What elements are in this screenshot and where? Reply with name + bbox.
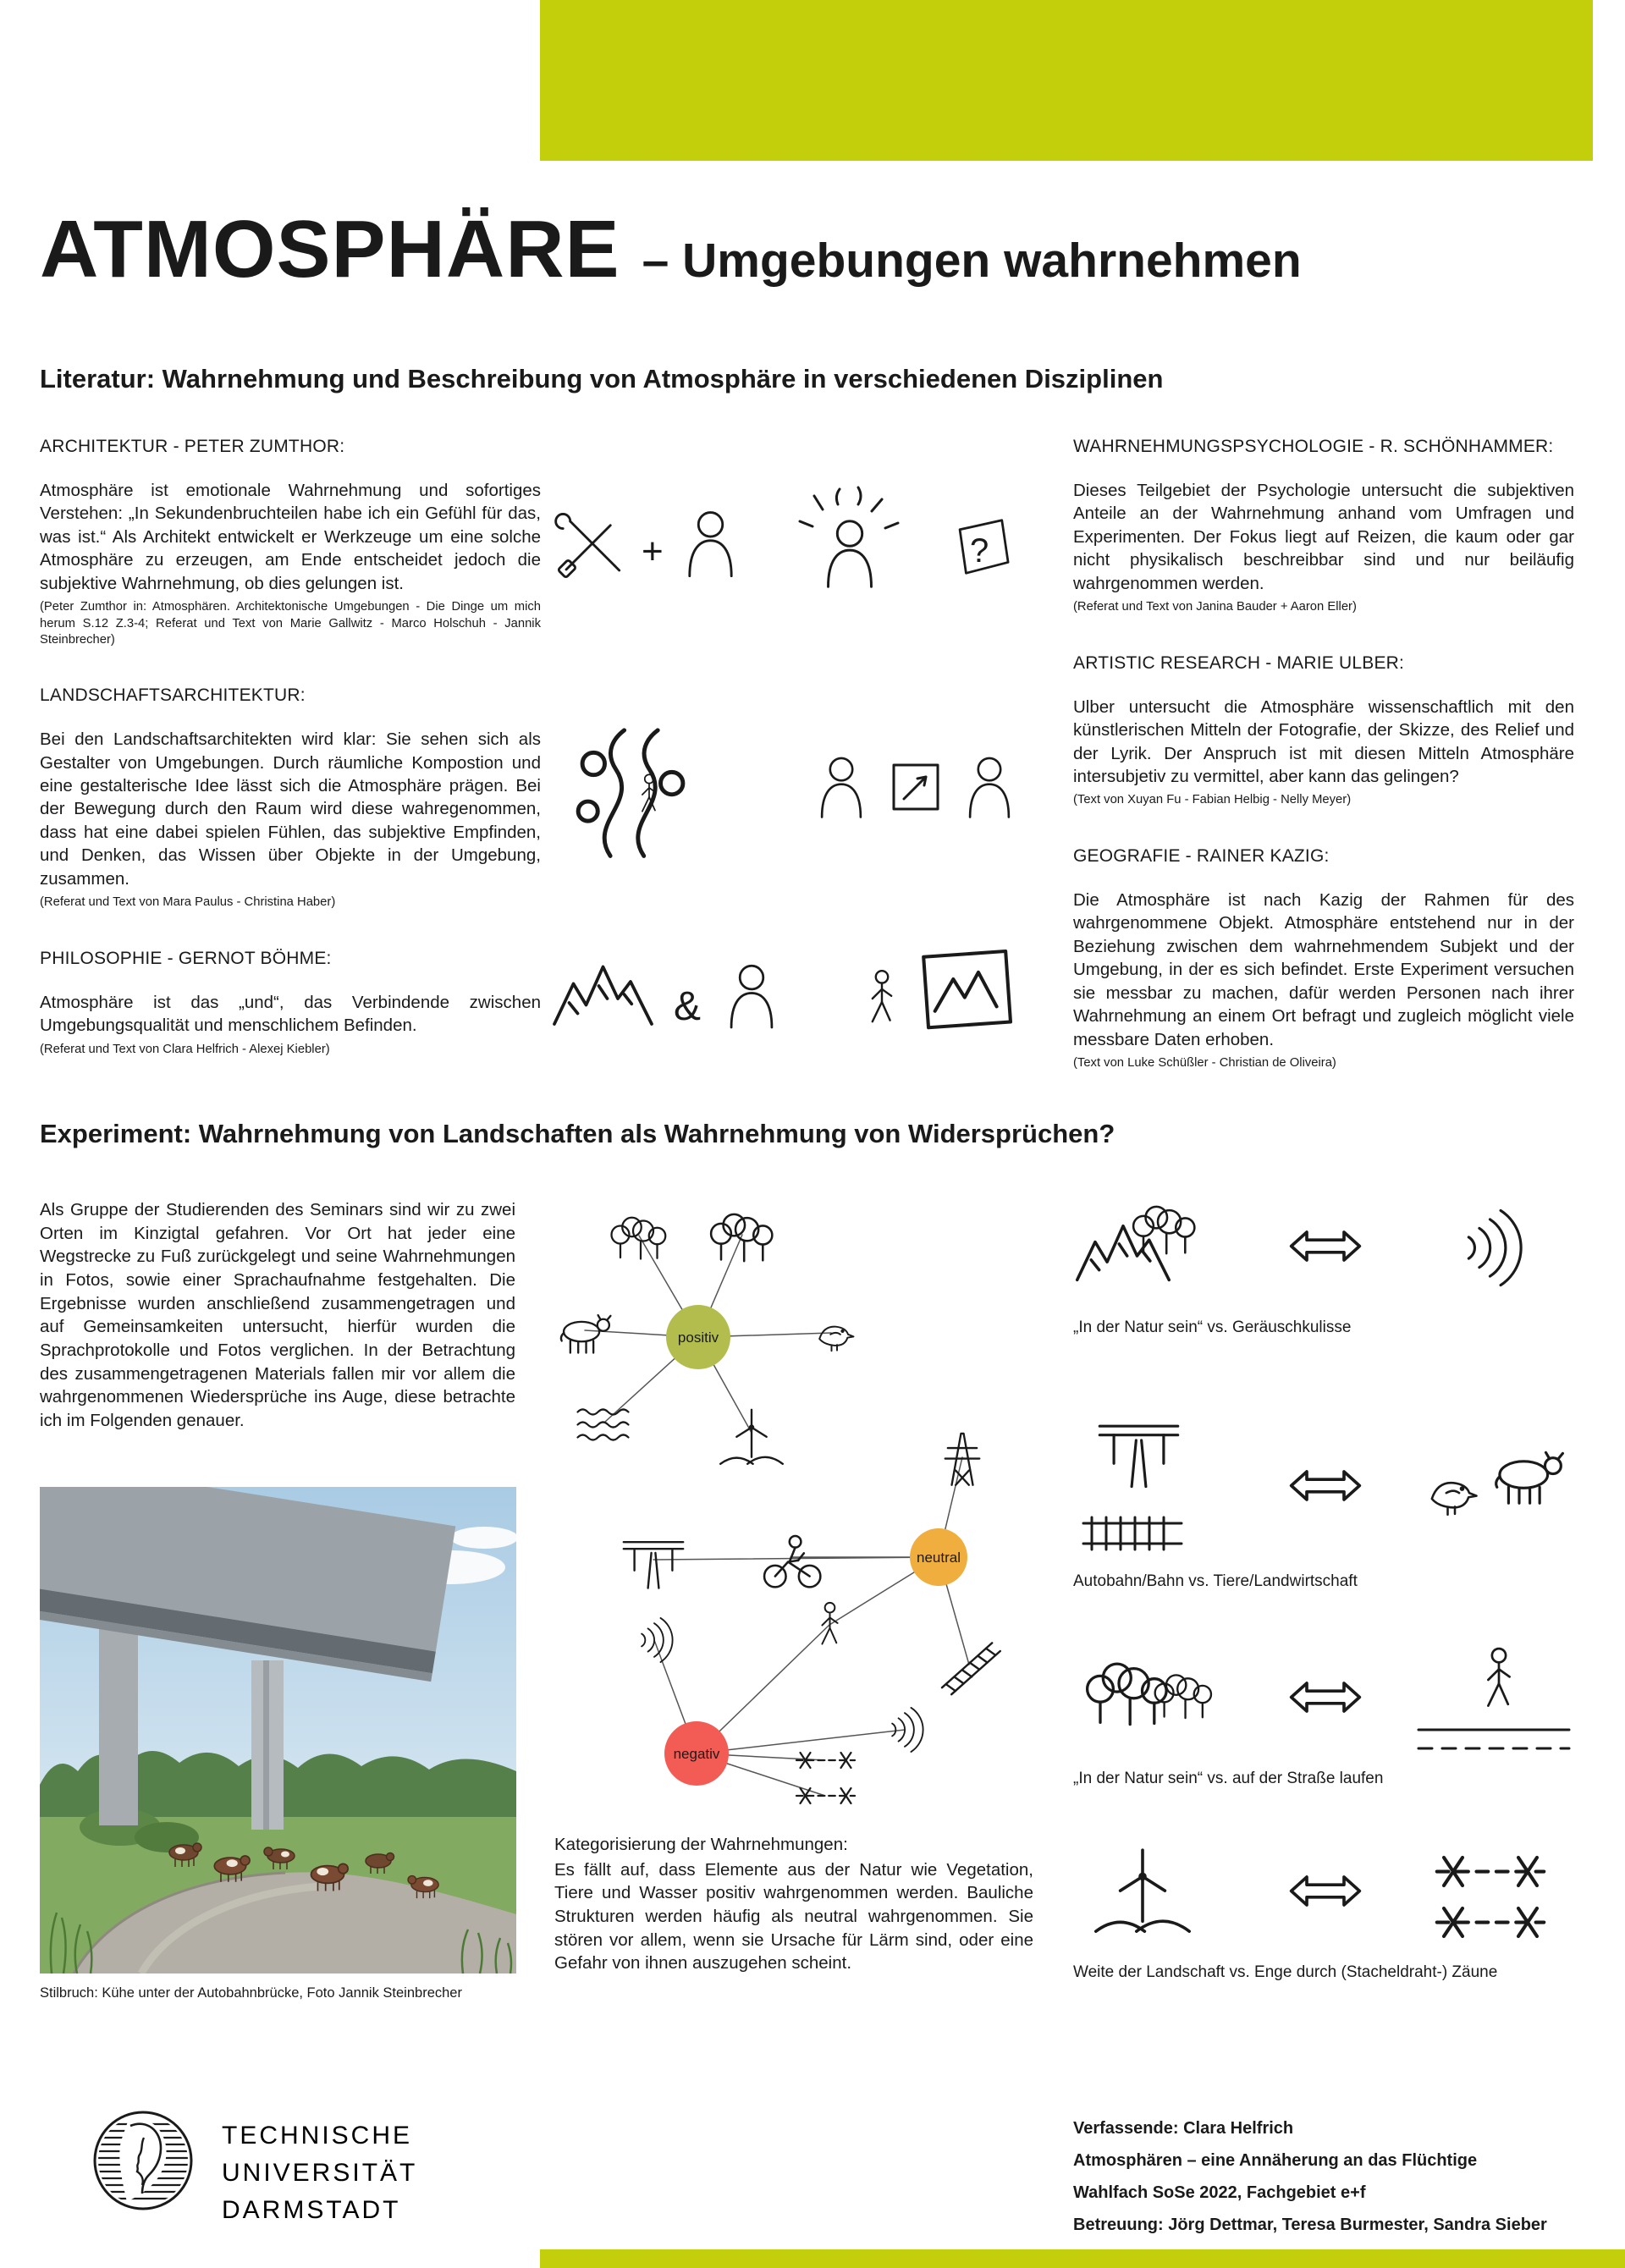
photo-caption: Stilbruch: Kühe unter der Autobahnbrücke, Foto Jannik Steinbrecher [40,1985,462,2001]
cyclist-icon [764,1536,820,1587]
person-icon [822,758,861,817]
university-line: TECHNISCHE [222,2122,413,2150]
university-line: DARMSTADT [222,2196,401,2224]
photo-illustration [40,1487,516,1973]
power-pylon-icon [945,1434,980,1485]
double-arrow-icon [1292,1232,1360,1260]
credit-line: Wahlfach SoSe 2022, Fachgebiet e+f [1073,2183,1366,2202]
lit-entry-psychologie [1073,437,1574,616]
person-icon [829,521,872,586]
section-experiment-heading: Experiment: Wahrnehmung von Landschaften als Wahrnehmung von Widersprüchen? [40,1119,1115,1148]
section-literature-heading: Literatur: Wahrnehmung und Beschreibung von Atmosphäre in verschiedenen Disziplinen [40,364,1164,394]
lit-heading: ARCHITEKTUR - PETER ZUMTHOR: [40,437,345,456]
railroad-icon [1083,1517,1182,1550]
landschaft-sketch-row [550,718,1024,870]
wind-turbine-icon [1096,1850,1189,1931]
philosophie-sketch-row [550,918,1024,1075]
accent-bar-top [540,0,1593,161]
credit-line: Atmosphären – eine Annäherung an das Flüchtige [1073,2151,1478,2170]
map-connections [585,1235,969,1796]
credit-line: Verfassende: Clara Helfrich [1073,2119,1294,2138]
comparison-row-infrastructure-animals [1073,1405,1581,1591]
perception-concept-map [542,1197,1033,1866]
lit-heading: GEOGRAFIE - RAINER KAZIG: [1073,845,1330,866]
double-arrow-icon [1292,1877,1360,1905]
double-arrow-icon [1292,1472,1360,1500]
credits-block [1073,2112,1547,2241]
lit-heading: PHILOSOPHIE - GERNOT BÖHME: [40,948,332,968]
autobahn-bridge-icon [1099,1426,1177,1486]
railroad-icon [942,1643,1000,1694]
question-paper-icon [960,520,1008,574]
question-glyph: ? [970,532,989,570]
pedestrian-icon [873,971,891,1021]
sound-waves-icon [642,1618,672,1662]
node-negativ-label: negativ [673,1746,720,1762]
barbed-wire-icon [1437,1858,1545,1885]
literature-left-column [40,437,541,1095]
lit-body: Atmosphäre ist das „und“, das Verbindende zwischen Umgebungsqualität und menschlichem Befinden. [40,992,541,1036]
tools-icon [556,514,620,577]
node-neutral-label: neutral [917,1550,961,1566]
winding-path-icon [578,730,683,856]
comparison-caption: Autobahn/Bahn vs. Tiere/Landwirtschaft [1073,1572,1358,1590]
cow-icon [561,1315,611,1352]
photo-cows-under-bridge [40,1487,516,1978]
comparison-icons [1073,1405,1573,1566]
person-icon [970,758,1009,817]
accent-bar-bottom [540,2249,1625,2268]
lit-citation: (Referat und Text von Mara Paulus - Christina Haber) [40,895,336,910]
comparison-icons [1073,1632,1573,1763]
comparison-icons [1073,1830,1573,1957]
person-icon [731,966,772,1027]
trees-icon [612,1218,666,1259]
comparison-icons [1073,1185,1573,1312]
lit-citation: (Text von Xuyan Fu - Fabian Helbig - Nelly Meyer) [1073,793,1352,807]
lit-body: Ulber untersucht die Atmosphäre wissenschaftlich mit den künstlerischen Mitteln der Fotografie, der Skizze, des Relief und der Lyrik. Der Anspruch ist mit diesen Mitteln Atmosphäre intersubjetiv zu vermittel, aber kann das gelingen? [1073,696,1574,786]
plus-glyph: + [642,531,664,572]
comparison-caption: Weite der Landschaft vs. Enge durch (Stacheldraht-) Zäune [1073,1963,1498,1981]
categorization-body: Es fällt auf, dass Elemente aus der Natur wie Vegetation, Tiere und Wasser positiv wahrgenommen werden. Bauliche Strukturen werden häufig als neutral wahrgenommen. Sie stören vor allem, wenn sie Ursache für Lärm sind, oder eine Gefahr von ihnen auszugehen scheint. [554,1859,1033,1973]
people-frame-sketch [822,758,1009,817]
lit-body: Atmosphäre ist emotionale Wahrnehmung und sofortiges Verstehen: „In Sekundenbruchteilen habe ich ein Gefühl für das, was ist.“ Als Architekt entwickelt er Werkzeuge um eine solche Atmosphäre zu erzeugen, am Ende entscheidet jedoch die subjektive Wahrnehmung, ob dies gelungen ist. [40,481,541,593]
cow-icon [1496,1452,1563,1503]
lit-entry-philosophie [40,949,541,1058]
credit-line: Betreuung: Jörg Dettmar, Teresa Burmester, Sandra Sieber [1073,2216,1547,2234]
wind-turbine-icon [720,1410,783,1464]
ampersand-glyph: & [674,984,702,1029]
mountains-icon [1077,1226,1170,1280]
autobahn-bridge-icon [624,1542,683,1588]
comparison-row-nature-noise [1073,1185,1581,1337]
lit-entry-artistic-research [1073,653,1574,809]
lit-entry-landschaftsarchitektur [40,685,541,911]
lit-entry-geografie [1073,846,1574,1072]
lit-citation: (Text von Luke Schüßler - Christian de Oliveira) [1073,1055,1336,1070]
lit-body: Bei den Landschaftsarchitekten wird klar: Sie sehen sich als Gestalter von Umgebungen. Durch räumliche Kompostion und eine gestalterische Idee lässt sich die Atmosphäre prägen. Bei der Bewegung durch den Raum wird diese wahregenommen, dass hat eine dabei spielen Fühlen, das subjektive Empfinden, und Denken, das Wissen über Objekte in der Umgebung, zusammen. [40,729,541,889]
lit-citation: (Referat und Text von Janina Bauder + Aaron Eller) [1073,600,1357,614]
lit-entry-architektur [40,437,541,648]
trees-icon [1133,1207,1194,1253]
node-positiv [666,1305,730,1369]
walker-picture-sketch [873,951,1011,1027]
title-subtitle: – Umgebungen wahrnehmen [642,234,1302,288]
node-negativ [664,1721,729,1786]
person-icon [690,513,731,576]
framed-picture-icon [923,951,1011,1027]
pedestrian-road-icon [1418,1649,1569,1748]
bird-icon [1432,1483,1477,1515]
architektur-sketch-row [550,467,1024,636]
title-main: ATMOSPHÄRE [40,204,620,295]
double-arrow-icon [1292,1683,1360,1711]
categorization-label: Kategorisierung der Wahrnehmungen: [554,1835,848,1854]
poster-title [40,203,1302,296]
lit-citation: (Referat und Text von Clara Helfrich - Alexej Kiebler) [40,1042,330,1056]
lit-body: Die Atmosphäre ist nach Kazig der Rahmen für des wahrgenommene Objekt. Atmosphäre entstehend nur in der Beziehung zwischen dem wahrnehmendem Subjekt und der Umgebung, in der es sich befindet. Erste Experiment versuchen sie messbar zu machen, dafür werden Personen nach ihrer Wahrnehmung an einem Ort befragt und zugleich möglicht viele messbare Daten erhoben. [1073,889,1574,1049]
experiment-intro: Als Gruppe der Studierenden des Seminars sind wir zu zwei Orten im Kinzigtal gefahren. Vor Ort hat jeder eine Wegstrecke zu Fuß zurückgelegt und seine Wahrnehmungen in Fotos, sowie einer Sprachaufnahme festgehalten. Die Ergebnisse wurden anschließend zusammengetragen und auf Gemeinsamkeiten untersucht, hierfür wurden die Sprachprotokolle und Fotos verglichen. In der Betrachtung des zusammengetragenen Materials fallen mir vor allem die wahrgenommenen Wiedersprüche ins Auge, diese betrachte ich im Folgenden genauer. [40,1200,515,1431]
lit-heading: ARTISTIC RESEARCH - MARIE ULBER: [1073,652,1405,673]
literature-right-column [1073,437,1574,1109]
lit-body: Dieses Teilgebiet der Psychologie untersucht die subjektiven Anteile an der Wahrnehmung anhand vom Umfragen und Experimenten. Der Fokus liegt auf Reizen, die kaum oder gar nicht physikalisch beschreibbar sind und nur beiläufig wahrgenommen werden. [1073,481,1574,593]
frame-arrow-icon [894,765,938,809]
mountains-person-sketch [554,966,772,1029]
lit-citation: (Peter Zumthor in: Atmosphären. Architektonische Umgebungen - Die Dinge um mich herum S.12 Z.3-4; Referat und Text von Marie Gallwitz - Marco Holschuh - Jannik Steinbrecher) [40,600,541,647]
idea-person-sketch [800,487,898,586]
comparison-row-openness-fences [1073,1830,1581,1982]
node-neutral [910,1528,967,1586]
lit-heading: LANDSCHAFTSARCHITEKTUR: [40,685,306,706]
winding-path-sketch [578,730,683,856]
university-line: UNIVERSITÄT [222,2159,418,2187]
comparison-caption: „In der Natur sein“ vs. Geräuschkulisse [1073,1318,1352,1336]
node-positiv-label: positiv [677,1329,719,1346]
mountains-icon [554,967,652,1025]
water-waves-icon [578,1410,629,1440]
barbed-wire-icon [1437,1908,1545,1936]
categorization-block [554,1833,1033,1975]
pedestrian-icon [822,1603,837,1644]
lit-heading: WAHRNEHMUNGSPSYCHOLOGIE - R. SCHÖNHAMMER: [1073,437,1554,456]
university-name [222,2117,417,2229]
tu-darmstadt-logo [91,2109,195,2212]
comparison-caption: „In der Natur sein“ vs. auf der Straße laufen [1073,1770,1384,1787]
bird-icon [819,1327,853,1351]
sound-waves-icon [1468,1210,1521,1285]
comparison-row-nature-street [1073,1632,1581,1788]
sound-waves-icon [892,1708,923,1752]
